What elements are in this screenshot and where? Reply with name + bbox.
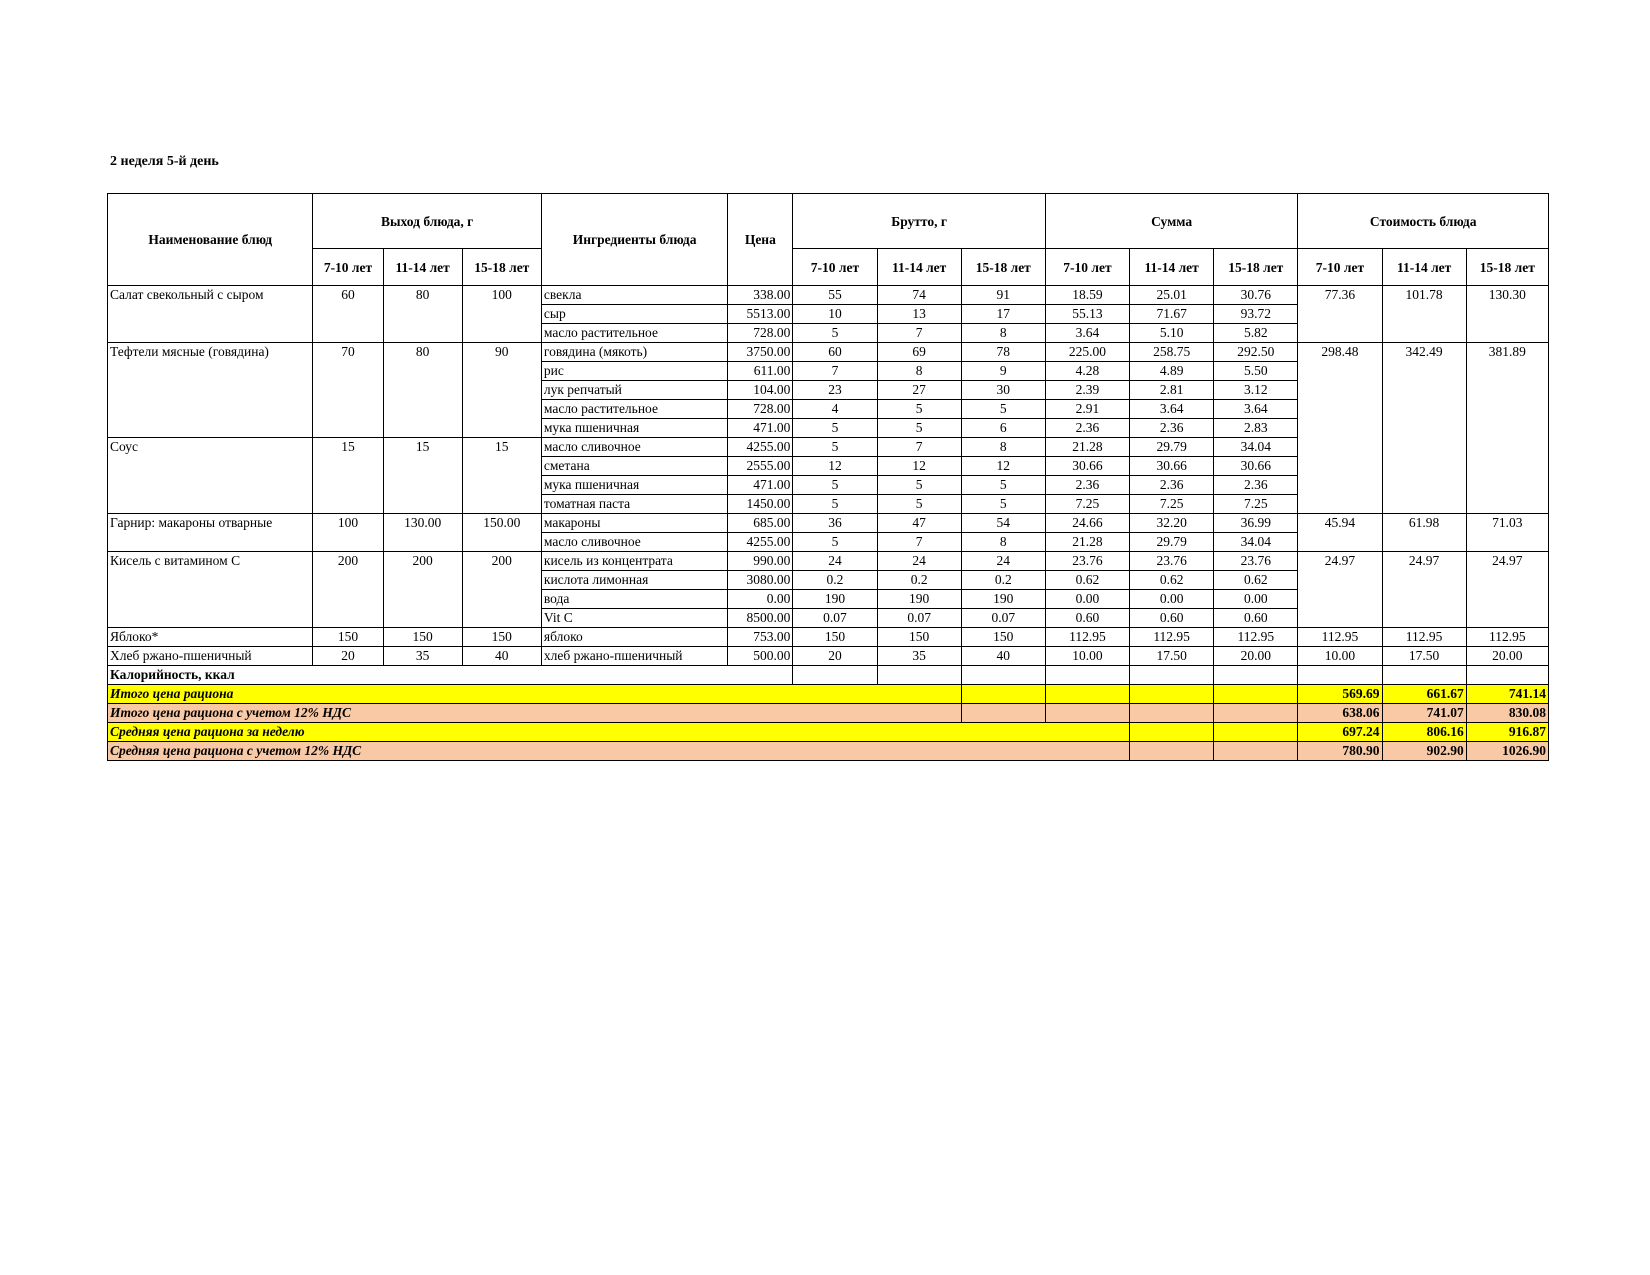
header-age: 15-18 лет: [462, 249, 541, 286]
calories-value: [1045, 666, 1129, 685]
total-empty: [1214, 742, 1298, 761]
sum-value: 7.25: [1045, 495, 1129, 514]
sum-value: 2.36: [1130, 476, 1214, 495]
cost-value: 112.95: [1466, 628, 1548, 647]
sum-value: 23.76: [1130, 552, 1214, 571]
cost-value: 112.95: [1298, 628, 1382, 647]
sum-value: 21.28: [1045, 533, 1129, 552]
total-row: [108, 723, 1549, 742]
header-price: Цена: [728, 194, 793, 286]
sum-value: 112.95: [1130, 628, 1214, 647]
calories-value: [961, 666, 1045, 685]
ingredient-name: лук репчатый: [541, 381, 727, 400]
total-value: 806.16: [1382, 723, 1466, 742]
sum-value: 5.82: [1214, 324, 1298, 343]
gross-value: 5: [961, 400, 1045, 419]
ingredient-name: мука пшеничная: [541, 419, 727, 438]
total-empty: [1130, 742, 1214, 761]
menu-body: [108, 286, 1549, 761]
price-value: 4255.00: [728, 533, 793, 552]
gross-value: 23: [793, 381, 877, 400]
calories-value: [1130, 666, 1214, 685]
output-value: 150: [462, 628, 541, 647]
table-row: [108, 552, 1549, 571]
ingredient-name: макароны: [541, 514, 727, 533]
sum-value: 21.28: [1045, 438, 1129, 457]
gross-value: 5: [793, 495, 877, 514]
output-value: 150.00: [462, 514, 541, 552]
sum-value: 2.36: [1045, 419, 1129, 438]
gross-value: 35: [877, 647, 961, 666]
ingredient-name: томатная паста: [541, 495, 727, 514]
gross-value: 6: [961, 419, 1045, 438]
price-value: 753.00: [728, 628, 793, 647]
total-value: 916.87: [1466, 723, 1548, 742]
sum-value: 3.64: [1214, 400, 1298, 419]
price-value: 500.00: [728, 647, 793, 666]
price-value: 338.00: [728, 286, 793, 305]
output-value: 20: [313, 647, 383, 666]
gross-value: 190: [877, 590, 961, 609]
total-label: Средняя цена рациона за неделю: [108, 723, 1130, 742]
gross-value: 0.2: [877, 571, 961, 590]
table-row: [108, 286, 1549, 305]
cost-value: 77.36: [1298, 286, 1382, 343]
calories-value: [1298, 666, 1382, 685]
header-ingredients: Ингредиенты блюда: [541, 194, 727, 286]
sum-value: 29.79: [1130, 533, 1214, 552]
sum-value: 0.00: [1214, 590, 1298, 609]
total-empty: [1045, 704, 1129, 723]
output-value: 150: [313, 628, 383, 647]
sum-value: 36.99: [1214, 514, 1298, 533]
sum-value: 4.89: [1130, 362, 1214, 381]
ingredient-name: масло растительное: [541, 400, 727, 419]
gross-value: 12: [961, 457, 1045, 476]
output-value: 70: [313, 343, 383, 438]
price-value: 728.00: [728, 324, 793, 343]
gross-value: 47: [877, 514, 961, 533]
cost-value: 112.95: [1382, 628, 1466, 647]
gross-value: 60: [793, 343, 877, 362]
output-value: 200: [383, 552, 462, 628]
sum-value: 32.20: [1130, 514, 1214, 533]
gross-value: 69: [877, 343, 961, 362]
gross-value: 91: [961, 286, 1045, 305]
ingredient-name: масло растительное: [541, 324, 727, 343]
total-value: 697.24: [1298, 723, 1382, 742]
header-output: Выход блюда, г: [313, 194, 541, 249]
gross-value: 78: [961, 343, 1045, 362]
output-value: 15: [462, 438, 541, 514]
total-empty: [961, 685, 1045, 704]
output-value: 35: [383, 647, 462, 666]
total-empty: [1214, 685, 1298, 704]
output-value: 80: [383, 286, 462, 343]
gross-value: 5: [877, 419, 961, 438]
cost-value: 71.03: [1466, 514, 1548, 552]
total-empty: [1214, 704, 1298, 723]
header-age: 7-10 лет: [1298, 249, 1382, 286]
ingredient-name: хлеб ржано-пшеничный: [541, 647, 727, 666]
sum-value: 4.28: [1045, 362, 1129, 381]
calories-value: [1214, 666, 1298, 685]
gross-value: 5: [793, 533, 877, 552]
sum-value: 34.04: [1214, 533, 1298, 552]
sum-value: 0.62: [1214, 571, 1298, 590]
header-age: 15-18 лет: [961, 249, 1045, 286]
cost-value: 10.00: [1298, 647, 1382, 666]
menu-table: [107, 193, 1549, 761]
gross-value: 8: [961, 324, 1045, 343]
price-value: 8500.00: [728, 609, 793, 628]
sum-value: 93.72: [1214, 305, 1298, 324]
total-value: 830.08: [1466, 704, 1548, 723]
sum-value: 17.50: [1130, 647, 1214, 666]
header-age: 11-14 лет: [877, 249, 961, 286]
total-label: Итого цена рациона: [108, 685, 962, 704]
cost-value: 45.94: [1298, 514, 1382, 552]
gross-value: 5: [877, 476, 961, 495]
ingredient-name: рис: [541, 362, 727, 381]
gross-value: 7: [877, 324, 961, 343]
calories-label: Калорийность, ккал: [108, 666, 793, 685]
header-age: 15-18 лет: [1466, 249, 1548, 286]
sum-value: 20.00: [1214, 647, 1298, 666]
ingredient-name: масло сливочное: [541, 533, 727, 552]
sum-value: 7.25: [1214, 495, 1298, 514]
cost-value: 24.97: [1382, 552, 1466, 628]
gross-value: 27: [877, 381, 961, 400]
gross-value: 190: [793, 590, 877, 609]
ingredient-name: сыр: [541, 305, 727, 324]
total-empty: [1130, 704, 1214, 723]
table-row: [108, 514, 1549, 533]
total-empty: [1130, 723, 1214, 742]
cost-value: 61.98: [1382, 514, 1466, 552]
gross-value: 10: [793, 305, 877, 324]
total-value: 741.14: [1466, 685, 1548, 704]
gross-value: 5: [877, 495, 961, 514]
gross-value: 20: [793, 647, 877, 666]
header-sum: Сумма: [1045, 194, 1297, 249]
sum-value: 23.76: [1045, 552, 1129, 571]
gross-value: 24: [793, 552, 877, 571]
gross-value: 0.2: [961, 571, 1045, 590]
cost-value: 24.97: [1466, 552, 1548, 628]
sum-value: 23.76: [1214, 552, 1298, 571]
cost-value: 101.78: [1382, 286, 1466, 343]
ingredient-name: свекла: [541, 286, 727, 305]
table-row: [108, 628, 1549, 647]
sum-value: 2.83: [1214, 419, 1298, 438]
gross-value: 5: [793, 419, 877, 438]
total-row: [108, 704, 1549, 723]
dish-name: Гарнир: макароны отварные: [108, 514, 313, 552]
output-value: 100: [462, 286, 541, 343]
output-value: 150: [383, 628, 462, 647]
gross-value: 190: [961, 590, 1045, 609]
sum-value: 2.81: [1130, 381, 1214, 400]
sum-value: 2.36: [1214, 476, 1298, 495]
ingredient-name: Vit C: [541, 609, 727, 628]
sum-value: 0.60: [1214, 609, 1298, 628]
ingredient-name: говядина (мякоть): [541, 343, 727, 362]
sum-value: 25.01: [1130, 286, 1214, 305]
sum-value: 3.12: [1214, 381, 1298, 400]
header-dish: Наименование блюд: [108, 194, 313, 286]
sum-value: 112.95: [1045, 628, 1129, 647]
dish-name: Кисель с витамином С: [108, 552, 313, 628]
total-label: Итого цена рациона с учетом 12% НДС: [108, 704, 962, 723]
total-value: 569.69: [1298, 685, 1382, 704]
price-value: 1450.00: [728, 495, 793, 514]
sum-value: 2.36: [1130, 419, 1214, 438]
gross-value: 36: [793, 514, 877, 533]
ingredient-name: вода: [541, 590, 727, 609]
cost-value: 381.89: [1466, 343, 1548, 514]
gross-value: 12: [793, 457, 877, 476]
sum-value: 7.25: [1130, 495, 1214, 514]
gross-value: 17: [961, 305, 1045, 324]
sum-value: 55.13: [1045, 305, 1129, 324]
sum-value: 5.50: [1214, 362, 1298, 381]
gross-value: 40: [961, 647, 1045, 666]
output-value: 60: [313, 286, 383, 343]
page-title: 2 неделя 5-й день: [110, 154, 219, 169]
gross-value: 5: [961, 476, 1045, 495]
total-row: [108, 742, 1549, 761]
total-empty: [1045, 685, 1129, 704]
gross-value: 9: [961, 362, 1045, 381]
gross-value: 13: [877, 305, 961, 324]
sum-value: 0.00: [1130, 590, 1214, 609]
gross-value: 5: [793, 324, 877, 343]
header-age: 7-10 лет: [1045, 249, 1129, 286]
price-value: 728.00: [728, 400, 793, 419]
sum-value: 0.60: [1130, 609, 1214, 628]
price-value: 2555.00: [728, 457, 793, 476]
price-value: 471.00: [728, 419, 793, 438]
output-value: 40: [462, 647, 541, 666]
calories-value: [1466, 666, 1548, 685]
gross-value: 8: [961, 533, 1045, 552]
sum-value: 2.36: [1045, 476, 1129, 495]
total-empty: [1214, 723, 1298, 742]
sum-value: 5.10: [1130, 324, 1214, 343]
header-age: 11-14 лет: [1382, 249, 1466, 286]
sum-value: 2.91: [1045, 400, 1129, 419]
gross-value: 150: [877, 628, 961, 647]
sum-value: 10.00: [1045, 647, 1129, 666]
ingredient-name: кисель из концентрата: [541, 552, 727, 571]
gross-value: 150: [793, 628, 877, 647]
gross-value: 8: [877, 362, 961, 381]
output-value: 100: [313, 514, 383, 552]
gross-value: 5: [793, 438, 877, 457]
header-cost: Стоимость блюда: [1298, 194, 1549, 249]
price-value: 4255.00: [728, 438, 793, 457]
total-empty: [1130, 685, 1214, 704]
total-value: 902.90: [1382, 742, 1466, 761]
total-value: 1026.90: [1466, 742, 1548, 761]
calories-value: [877, 666, 961, 685]
gross-value: 0.07: [961, 609, 1045, 628]
sum-value: 258.75: [1130, 343, 1214, 362]
price-value: 0.00: [728, 590, 793, 609]
sum-value: 0.62: [1045, 571, 1129, 590]
total-label: Средняя цена рациона с учетом 12% НДС: [108, 742, 1130, 761]
cost-value: 130.30: [1466, 286, 1548, 343]
gross-value: 5: [877, 400, 961, 419]
ingredient-name: масло сливочное: [541, 438, 727, 457]
sum-value: 292.50: [1214, 343, 1298, 362]
sum-value: 225.00: [1045, 343, 1129, 362]
cost-value: 24.97: [1298, 552, 1382, 628]
price-value: 5513.00: [728, 305, 793, 324]
table-row: [108, 343, 1549, 362]
cost-value: 20.00: [1466, 647, 1548, 666]
sum-value: 30.66: [1214, 457, 1298, 476]
sum-value: 0.62: [1130, 571, 1214, 590]
total-value: 741.07: [1382, 704, 1466, 723]
gross-value: 5: [961, 495, 1045, 514]
sum-value: 30.76: [1214, 286, 1298, 305]
price-value: 3750.00: [728, 343, 793, 362]
sum-value: 3.64: [1130, 400, 1214, 419]
gross-value: 0.07: [793, 609, 877, 628]
table-row: [108, 647, 1549, 666]
gross-value: 7: [877, 533, 961, 552]
total-value: 780.90: [1298, 742, 1382, 761]
sum-value: 71.67: [1130, 305, 1214, 324]
gross-value: 150: [961, 628, 1045, 647]
output-value: 200: [462, 552, 541, 628]
dish-name: Соус: [108, 438, 313, 514]
ingredient-name: кислота лимонная: [541, 571, 727, 590]
price-value: 611.00: [728, 362, 793, 381]
gross-value: 74: [877, 286, 961, 305]
gross-value: 54: [961, 514, 1045, 533]
ingredient-name: мука пшеничная: [541, 476, 727, 495]
dish-name: Хлеб ржано-пшеничный: [108, 647, 313, 666]
gross-value: 24: [961, 552, 1045, 571]
output-value: 15: [313, 438, 383, 514]
header-age: 11-14 лет: [1130, 249, 1214, 286]
sum-value: 18.59: [1045, 286, 1129, 305]
output-value: 90: [462, 343, 541, 438]
calories-value: [1382, 666, 1466, 685]
gross-value: 7: [877, 438, 961, 457]
calories-value: [793, 666, 877, 685]
price-value: 104.00: [728, 381, 793, 400]
header-age: 11-14 лет: [383, 249, 462, 286]
sum-value: 0.00: [1045, 590, 1129, 609]
price-value: 471.00: [728, 476, 793, 495]
header-age: 7-10 лет: [313, 249, 383, 286]
price-value: 3080.00: [728, 571, 793, 590]
total-row: [108, 685, 1549, 704]
gross-value: 0.07: [877, 609, 961, 628]
gross-value: 30: [961, 381, 1045, 400]
header-gross: Брутто, г: [793, 194, 1046, 249]
sum-value: 3.64: [1045, 324, 1129, 343]
output-value: 15: [383, 438, 462, 514]
dish-name: Яблоко*: [108, 628, 313, 647]
gross-value: 8: [961, 438, 1045, 457]
total-value: 638.06: [1298, 704, 1382, 723]
gross-value: 12: [877, 457, 961, 476]
sum-value: 112.95: [1214, 628, 1298, 647]
output-value: 130.00: [383, 514, 462, 552]
cost-value: 298.48: [1298, 343, 1382, 514]
output-value: 200: [313, 552, 383, 628]
sum-value: 24.66: [1045, 514, 1129, 533]
dish-name: Тефтели мясные (говядина): [108, 343, 313, 438]
header-age: 7-10 лет: [793, 249, 877, 286]
total-value: 661.67: [1382, 685, 1466, 704]
header-age: 15-18 лет: [1214, 249, 1298, 286]
sum-value: 34.04: [1214, 438, 1298, 457]
output-value: 80: [383, 343, 462, 438]
sum-value: 30.66: [1130, 457, 1214, 476]
gross-value: 55: [793, 286, 877, 305]
cost-value: 342.49: [1382, 343, 1466, 514]
gross-value: 5: [793, 476, 877, 495]
sum-value: 29.79: [1130, 438, 1214, 457]
sum-value: 30.66: [1045, 457, 1129, 476]
total-empty: [961, 704, 1045, 723]
price-value: 685.00: [728, 514, 793, 533]
ingredient-name: сметана: [541, 457, 727, 476]
ingredient-name: яблоко: [541, 628, 727, 647]
sum-value: 0.60: [1045, 609, 1129, 628]
gross-value: 24: [877, 552, 961, 571]
gross-value: 0.2: [793, 571, 877, 590]
price-value: 990.00: [728, 552, 793, 571]
sum-value: 2.39: [1045, 381, 1129, 400]
dish-name: Салат свекольный с сыром: [108, 286, 313, 343]
gross-value: 4: [793, 400, 877, 419]
gross-value: 7: [793, 362, 877, 381]
cost-value: 17.50: [1382, 647, 1466, 666]
calories-row: [108, 666, 1549, 685]
